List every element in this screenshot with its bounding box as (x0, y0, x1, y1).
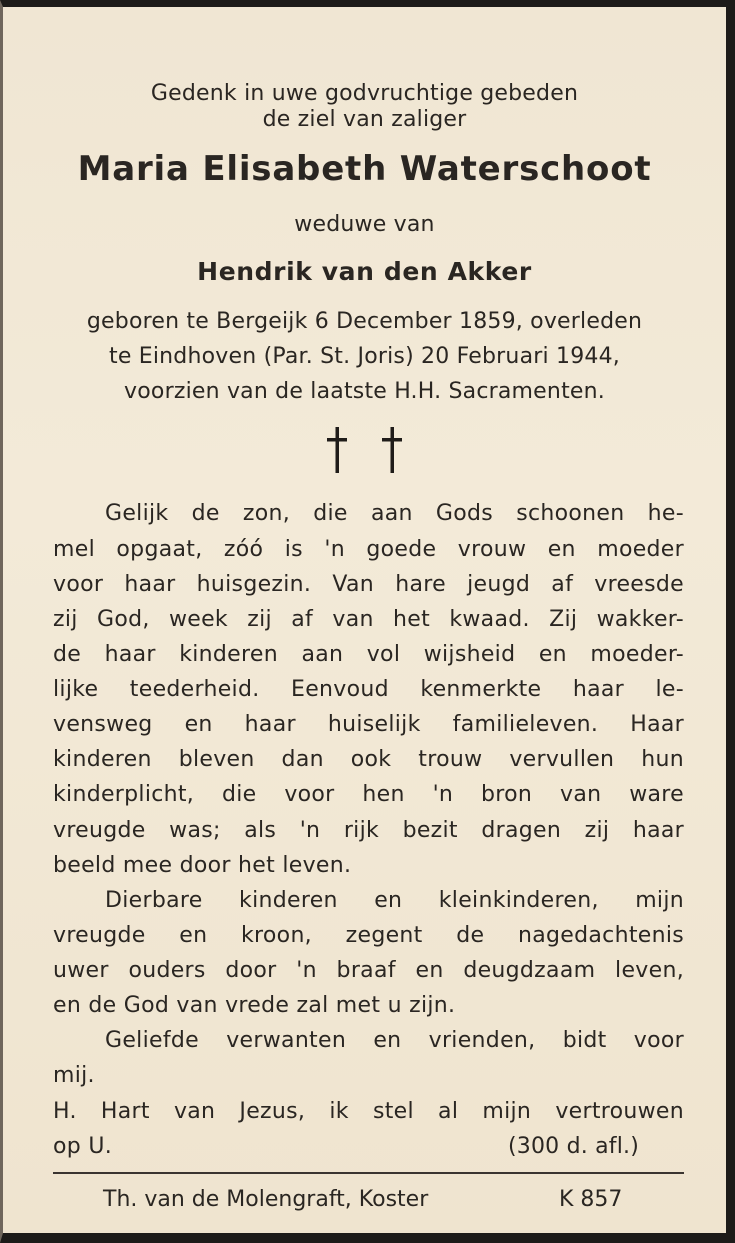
cross-icon (381, 427, 403, 477)
dates-line-1: geboren te Bergeijk 6 December 1859, overleden (86, 309, 643, 334)
intro-line-1: Gedenk in uwe godvruchtige gebeden (150, 81, 579, 106)
intro-line-2: de ziel van zaliger (262, 107, 467, 132)
body-line: mij. (53, 1063, 95, 1088)
divider (53, 1172, 684, 1174)
body-line: Dierbare kinderen en kleinkinderen, mijn (105, 888, 684, 913)
body-line: beeld mee door het leven. (53, 853, 352, 878)
body-line: vreugde was; als 'n rijk bezit dragen zij haar (53, 818, 684, 843)
crosses (3, 427, 726, 477)
indulgence-text: (300 d. afl.) (508, 1134, 640, 1159)
body-line: vensweg en haar huiselijk familieleven. Haar (53, 712, 684, 737)
dates-line-3: voorzien van de laatste H.H. Sacramenten. (124, 379, 605, 404)
cross-icon (326, 427, 348, 477)
body-line: voor haar huisgezin. Van hare jeugd af vreesde (53, 572, 684, 597)
body-line: H. Hart van Jezus, ik stel al mijn vertrouwen (53, 1099, 684, 1124)
body-line: lijke teederheid. Eenvoud kenmerkte haar le- (53, 677, 684, 702)
deceased-name: Maria Elisabeth Waterschoot (77, 149, 652, 189)
body-line: Gelijk de zon, die aan Gods schoonen he- (105, 501, 684, 526)
body-line: mel opgaat, zóó is 'n goede vrouw en moeder (53, 537, 684, 562)
relation-text: weduwe van (294, 212, 435, 237)
spouse-name: Hendrik van den Akker (197, 257, 532, 286)
body-line: en de God van vrede zal met u zijn. (53, 993, 456, 1018)
body-line: Geliefde verwanten en vrienden, bidt voor (105, 1028, 684, 1053)
body-line: op U. (53, 1134, 113, 1159)
body-line: kinderplicht, die voor hen 'n bron van ware (53, 782, 684, 807)
body-line: kinderen bleven dan ook trouw vervullen hun (53, 747, 684, 772)
body-line: vreugde en kroon, zegent de nagedachtenis (53, 923, 684, 948)
dates-line-2: te Eindhoven (Par. St. Joris) 20 Februari 1944, (109, 344, 620, 369)
body-line: de haar kinderen aan vol wijsheid en moeder- (53, 642, 684, 667)
body-line: uwer ouders door 'n braaf en deugdzaam leven, (53, 958, 684, 983)
body-line: zij God, week zij af van het kwaad. Zij wakker- (53, 607, 684, 632)
printer-name: Th. van de Molengraft, Koster (103, 1187, 429, 1212)
card-code: K 857 (559, 1187, 623, 1212)
